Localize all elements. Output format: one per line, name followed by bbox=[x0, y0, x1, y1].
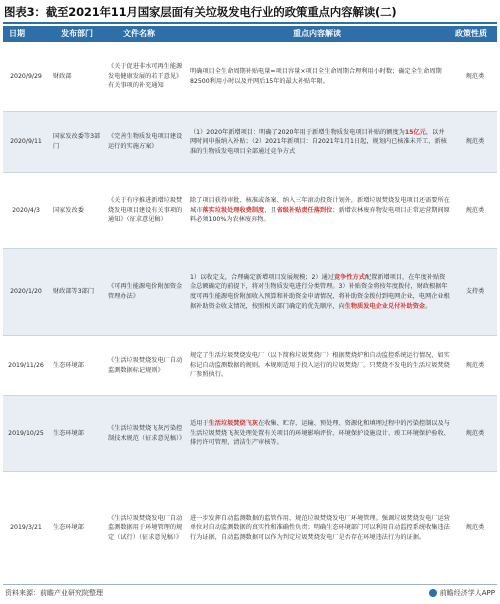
header-nature: 政策性质 bbox=[455, 29, 487, 38]
row-nature: 规范类 bbox=[465, 524, 485, 532]
table-header bbox=[3, 26, 497, 42]
header-focus: 重点内容解读 bbox=[293, 29, 341, 38]
row-nature: 规范类 bbox=[465, 361, 485, 369]
row-focus bbox=[190, 514, 450, 543]
row-focus bbox=[190, 196, 450, 225]
highlight-text: 生活垃圾焚烧飞灰 bbox=[208, 420, 259, 428]
row-date: 2020/4/3 bbox=[12, 206, 40, 214]
row-title: 《完善生物质发电项目建设运行的实施方案》 bbox=[108, 133, 183, 150]
row-date: 2020/9/29 bbox=[10, 72, 42, 80]
row-nature: 规范类 bbox=[465, 429, 485, 437]
highlight-text: 15亿元 bbox=[404, 128, 426, 136]
row-nature: 支持类 bbox=[465, 288, 485, 296]
row-title: 《关于促进非水可再生能源发电健康发展的若干意见》有关事项的补充通知 bbox=[108, 63, 183, 90]
row-focus bbox=[190, 273, 450, 311]
row-dept: 财政部 bbox=[53, 72, 72, 80]
focus-text: 。 bbox=[425, 302, 432, 310]
focus-text: 规定了生活垃圾焚烧发电厂（以下简称垃圾焚烧厂）根据焚烧炉和自动监控系统运行情况，如实标记自动监测数据的规则。本规则适用于投入运行的垃圾焚烧厂。只焚烧不发电的生活垃圾焚烧厂参照执行。 bbox=[190, 352, 450, 379]
highlight-text: 竞争性方式 bbox=[334, 273, 365, 281]
table-row bbox=[3, 249, 497, 336]
row-dept: 生态环境部 bbox=[53, 361, 84, 369]
table-row bbox=[3, 42, 497, 112]
brand-logo-icon bbox=[429, 589, 437, 597]
table-row bbox=[3, 472, 497, 585]
header-dept: 发布部门 bbox=[61, 29, 93, 38]
footer bbox=[3, 585, 497, 601]
row-title: 《生活垃圾焚烧发电厂自动监测数据用于环境管理的规定（试行）（征求意见稿）》 bbox=[108, 514, 183, 541]
focus-text: 配置新增项目，在年度补贴资金总额确定的前提下，将对生物质发电进行分类管理。3）补贴资金将按年度拨付，财政根据年度可再生能源电价附加收入预算和补助资金申请情况，将补助资金拨付到电网企业，电网企业根据补助资金收支情况，按照相关部门确定的优先顺序，向 bbox=[190, 273, 450, 310]
source-note: 资料来源：前瞻产业研究院整理 bbox=[5, 589, 103, 597]
row-title: 《生活垃圾焚烧发电厂自动监测数据标记规则》 bbox=[108, 356, 183, 374]
row-title: 《关于有序推进新增垃圾焚烧发电项目建设有关事项的通知》（征求意见稿） bbox=[108, 197, 183, 224]
header-title: 文件名称 bbox=[123, 29, 155, 38]
row-date: 2019/10/25 bbox=[8, 429, 44, 437]
focus-text: 在收集、贮存、运输、预处理、资源化和填埋过程中的污染控制以及与生活垃圾焚烧飞灰处理处置有关项目的环境影响评价、环境保护设施设计、竣工环境保护验收、排污许可管理、清洁生产审核等。 bbox=[190, 420, 450, 447]
row-nature: 规范类 bbox=[465, 72, 485, 80]
row-date: 2020/9/11 bbox=[10, 138, 42, 146]
row-focus bbox=[190, 128, 450, 157]
row-title: 《生活垃圾焚烧飞灰污染控制技术规范（征求意见稿）》 bbox=[108, 424, 186, 442]
focus-text: 适用于 bbox=[190, 420, 209, 428]
row-title: 《可再生能源电价附加资金管理办法》 bbox=[108, 283, 183, 300]
header-date: 日期 bbox=[9, 29, 25, 38]
row-focus bbox=[190, 67, 450, 86]
policy-table bbox=[3, 42, 497, 585]
focus-text: 1）以收定支，合理确定新增项目发展规模；2）通过 bbox=[190, 273, 334, 281]
table-row bbox=[3, 396, 497, 472]
row-nature: 规范类 bbox=[465, 138, 485, 146]
focus-text: 进一步发挥自动监测数据的监管作用，规范垃圾焚烧发电厂环境管理。强调垃圾焚烧发电厂运营单位对自动监测数据的真实性和准确性负责；明确生态环境部门可以利用自动监控系统收集违法行为证据，自动监测数据可以作为判定垃圾焚烧发电厂是否存在环境违法行为的证据。 bbox=[190, 514, 450, 541]
row-date: 2019/3/21 bbox=[10, 524, 42, 532]
brand-mark bbox=[429, 585, 495, 601]
focus-text: （1）2020年新增项目：明确了2020年用于新增生物质发电项目补贴的额度为 bbox=[190, 128, 405, 136]
row-nature: 规范类 bbox=[465, 206, 485, 214]
row-dept: 国家发改委 bbox=[53, 206, 84, 214]
focus-text: 除了项目获得审批、核准或备案、纳入三年滚动投资计划外，新增垃圾焚烧发电项目还需要所在城市 bbox=[190, 197, 450, 214]
title-divider bbox=[3, 22, 497, 24]
row-dept: 生态环境部 bbox=[53, 524, 84, 532]
table-row bbox=[3, 336, 497, 396]
figure-title: 图表3：截至2021年11月国家层面有关垃圾发电行业的政策重点内容解读(二) bbox=[4, 5, 397, 19]
row-focus bbox=[190, 351, 450, 380]
table-row bbox=[3, 112, 497, 173]
row-date: 2019/11/26 bbox=[8, 361, 44, 369]
focus-text: 明确项目全生命周期补贴电量=项目容量×项目全生命周期合理利用小时数；确定全生命周期82500利用小时以及并网后15年的最大补贴年限。 bbox=[190, 67, 442, 85]
focus-text: ，以并网时间申报纳入补贴；（2）2021年新项目：自2021年1月1日起，规划内已核准未开工、新核准的生物质发电项目全部通过竞争方式 bbox=[190, 128, 447, 155]
focus-text: ；新增农林废弃物发电项目正常运营期间原料必须100%为农林废弃物。 bbox=[190, 206, 450, 224]
focus-text: ，且 bbox=[264, 206, 277, 214]
highlight-text: 生物质发电企业兑付补助资金 bbox=[344, 302, 426, 310]
row-dept: 国家发改委等3部门 bbox=[53, 133, 101, 150]
highlight-text: 省级补贴责任落到位 bbox=[276, 206, 333, 214]
highlight-text: 落实垃圾处理收费制度 bbox=[202, 206, 265, 214]
row-date: 2020/1/20 bbox=[10, 288, 42, 296]
brand-name: 前瞻经济学人APP bbox=[439, 589, 495, 597]
table-row bbox=[3, 173, 497, 249]
row-dept: 生态环境部 bbox=[53, 429, 84, 437]
row-focus bbox=[190, 419, 450, 448]
row-dept: 财政部等3部门 bbox=[53, 288, 95, 296]
